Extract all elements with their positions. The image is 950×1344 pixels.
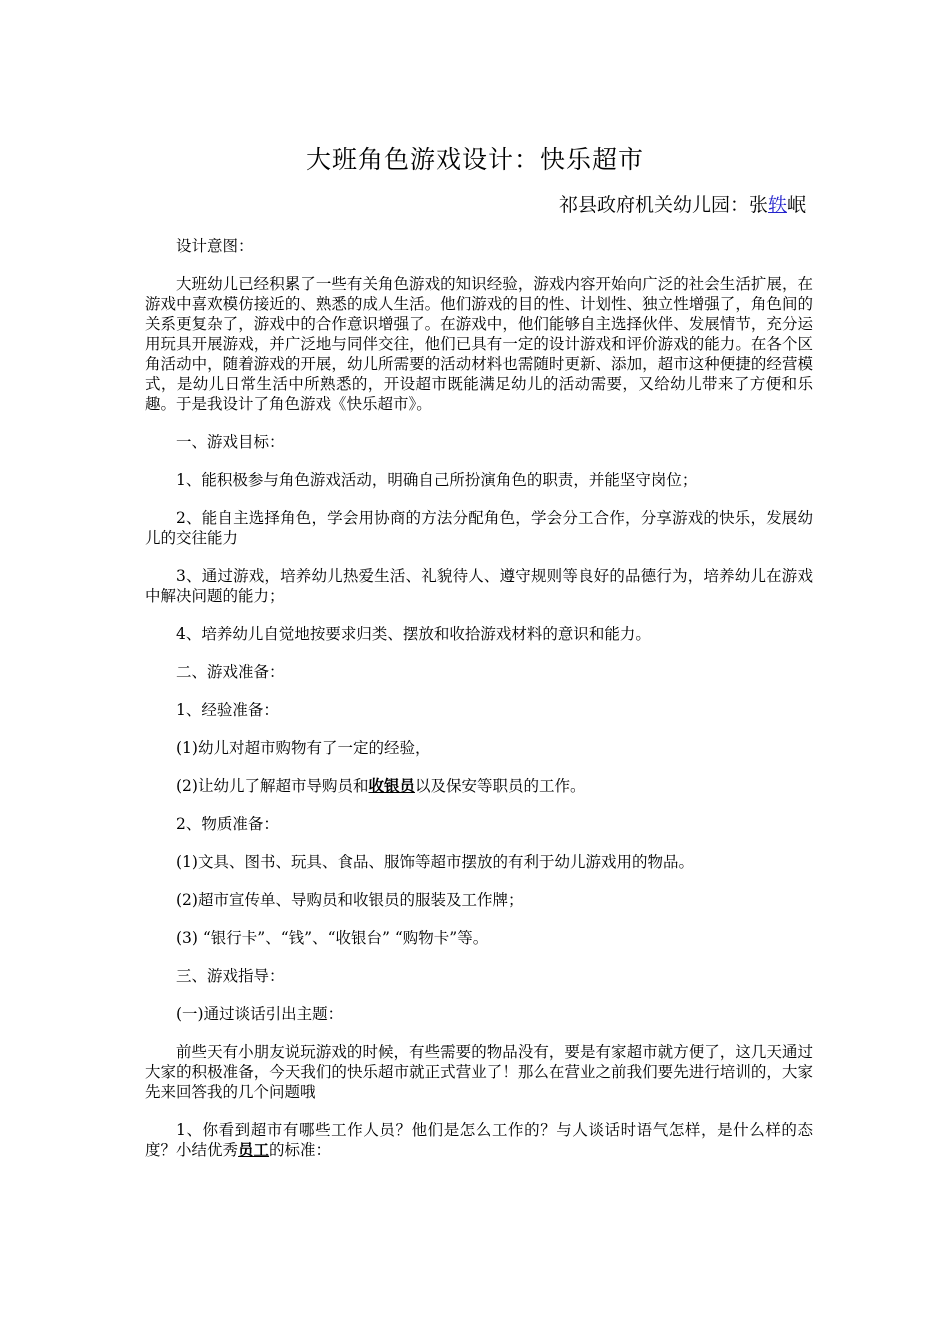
experience-item: (1)幼儿对超市购物有了一定的经验， <box>176 739 431 757</box>
staff-link[interactable]: 员工 <box>238 1140 270 1159</box>
goal-item: 4、培养幼儿自觉地按要求归类、摆放和收拾游戏材料的意识和能力。 <box>176 625 651 643</box>
document-body <box>145 236 813 1160</box>
guide-heading: 三、游戏指导： <box>176 967 285 985</box>
experience-text: (2)让幼儿了解超市导购员和 <box>176 777 369 795</box>
guide-subheading: (一)通过谈话引出主题： <box>176 1005 344 1023</box>
author-prefix: 祁县政府机关幼儿园：张 <box>558 194 768 216</box>
intent-paragraph: 大班幼儿已经积累了一些有关角色游戏的知识经验，游戏内容开始向广泛的社会生活扩展，在游戏中喜欢模仿接近的、熟悉的成人生活。他们游戏的目的性、计划性、独立性增强了，角色间的关系更复杂了，游戏中的合作意识增强了。在游戏中，他们能够自主选择伙伴、发展情节，充分运用玩具开展游戏，并广泛地与同伴交往，他们已具有一定的设计游戏和评价游戏的能力。在各个区角活动中，随着游戏的开展，幼儿所需要的活动材料也需随时更新、添加，超市这种便捷的经营模式，是幼儿日常生活中所熟悉的，开设超市既能满足幼儿的活动需要，又给幼儿带来了方便和乐趣。于是我设计了角色游戏《快乐超市》。 <box>145 275 813 413</box>
experience-heading: 1、经验准备： <box>176 701 279 719</box>
prep-heading: 二、游戏准备： <box>176 663 285 681</box>
materials-item: (3) “银行卡”、“钱”、“收银台” “购物卡”等。 <box>176 929 489 947</box>
goal-item: 1、能积极参与角色游戏活动，明确自己所扮演角色的职责，并能坚守岗位； <box>176 471 698 489</box>
experience-item <box>145 776 813 796</box>
guide-paragraph: 前些天有小朋友说玩游戏的时候，有些需要的物品没有，要是有家超市就方便了，这几天通过大家的积极准备，今天我们的快乐超市就正式营业了！那么在营业之前我们要先进行培训的，大家先来回答我的几个问题哦 <box>145 1043 813 1101</box>
question-text: 的标准： <box>269 1141 332 1159</box>
question-text: 1、你看到超市有哪些工作人员？他们是怎么工作的？与人谈话时语气怎样，是什么样的态度？小结优秀 <box>145 1121 813 1159</box>
materials-heading: 2、物质准备： <box>176 815 279 833</box>
goal-item: 3、通过游戏，培养幼儿热爱生活、礼貌待人、遵守规则等良好的品德行为，培养幼儿在游戏中解决问题的能力； <box>145 567 813 605</box>
author-link[interactable]: 轶 <box>767 194 787 216</box>
author-suffix: 岷 <box>786 194 806 216</box>
document-title: 大班角色游戏设计：快乐超市 <box>305 145 644 174</box>
intent-heading: 设计意图： <box>176 237 254 255</box>
materials-item: (1)文具、图书、玩具、食品、服饰等超市摆放的有利于幼儿游戏用的物品。 <box>176 853 694 871</box>
experience-text: 以及保安等职员的工作。 <box>414 777 586 795</box>
goal-item: 2、能自主选择角色，学会用协商的方法分配角色，学会分工合作，分享游戏的快乐，发展幼儿的交往能力 <box>145 509 813 547</box>
materials-item: (2)超市宣传单、导购员和收银员的服装及工作牌； <box>176 891 524 909</box>
author-line <box>559 190 806 220</box>
question-item <box>145 1120 813 1160</box>
goals-heading: 一、游戏目标： <box>176 433 285 451</box>
cashier-link[interactable]: 收银员 <box>368 776 415 795</box>
